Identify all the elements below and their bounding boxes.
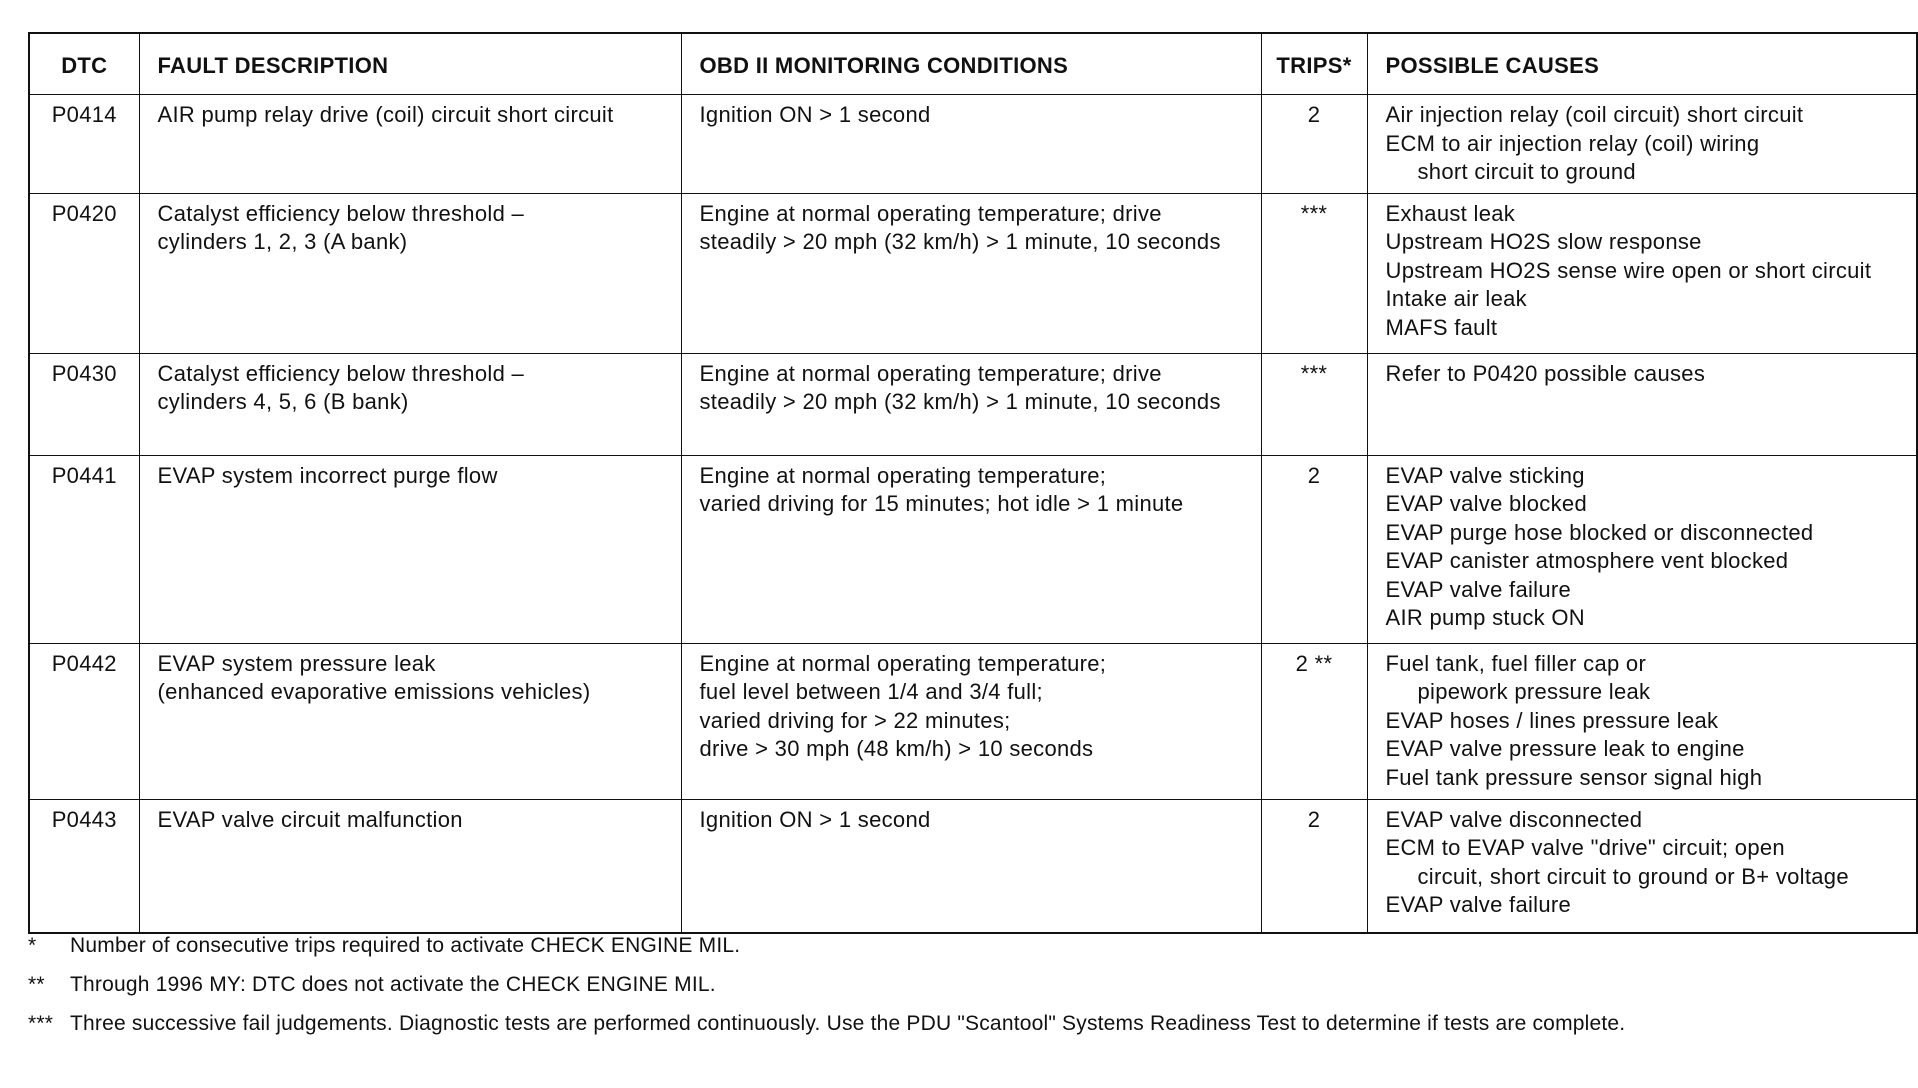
monitoring-conditions [681,95,1261,194]
fault-description [139,193,681,353]
table-body [29,95,1917,934]
trips-count: *** [1261,193,1367,353]
table-row [29,643,1917,799]
possible-cause-line: AIR pump stuck ON [1385,605,1585,630]
footnote [28,971,1908,999]
monitoring-condition-line: drive > 30 mph (48 km/h) > 10 seconds [699,736,1094,761]
possible-cause-line: MAFS fault [1385,314,1498,340]
monitoring-conditions [681,353,1261,455]
monitoring-condition-line: Ignition ON > 1 second [699,102,931,127]
monitoring-condition-line: Engine at normal operating temperature; [699,650,1107,676]
footnote-text: Three successive fail judgements. Diagnostic tests are performed continuously. Use the PDU "Scantool" Systems Readiness Test to determine if tests are complete. [70,1012,1626,1035]
dtc-code: P0441 [29,455,139,643]
dtc-code: P0414 [29,95,139,194]
possible-cause-line: EVAP valve failure [1385,576,1572,602]
possible-cause-line: Air injection relay (coil circuit) short circuit [1385,102,1804,127]
possible-cause-line: Intake air leak [1385,286,1527,311]
header-monitoring-conditions: OBD II MONITORING CONDITIONS [681,33,1261,95]
monitoring-condition-line: Engine at normal operating temperature; [699,462,1107,488]
possible-causes [1367,455,1917,643]
possible-cause-line: Fuel tank pressure sensor signal high [1385,764,1763,790]
possible-cause-line: Refer to P0420 possible causes [1385,360,1706,386]
monitoring-condition-line: Engine at normal operating temperature; drive [699,200,1162,226]
dtc-table-sheet [28,32,1916,934]
footnotes [28,932,1908,1049]
fault-description [139,643,681,799]
monitoring-condition-line: Ignition ON > 1 second [699,806,931,832]
trips-count: 2 ** [1261,643,1367,799]
monitoring-condition-line: fuel level between 1/4 and 3/4 full; [699,679,1043,704]
footnote-mark: *** [28,1012,54,1035]
possible-cause-line: EVAP valve sticking [1385,462,1585,488]
possible-causes [1367,95,1917,194]
dtc-code: P0442 [29,643,139,799]
possible-cause-line: circuit, short circuit to ground or B+ voltage [1417,863,1849,889]
fault-description-line: EVAP system pressure leak [157,650,436,676]
fault-description-line: Catalyst efficiency below threshold – [157,200,525,226]
table-row [29,799,1917,933]
footnote-text: Number of consecutive trips required to activate CHECK ENGINE MIL. [70,934,741,957]
fault-description [139,353,681,455]
fault-description [139,455,681,643]
fault-description-line: cylinders 1, 2, 3 (A bank) [157,229,408,254]
possible-cause-line: EVAP purge hose blocked or disconnected [1385,519,1814,545]
possible-causes [1367,643,1917,799]
fault-description-line: EVAP system incorrect purge flow [157,462,498,488]
header-fault-description: FAULT DESCRIPTION [139,33,681,95]
possible-cause-line: EVAP canister atmosphere vent blocked [1385,548,1789,573]
fault-description [139,799,681,933]
possible-cause-line: EVAP valve failure [1385,892,1572,917]
possible-cause-line: Fuel tank, fuel filler cap or [1385,650,1647,676]
footnote [28,1010,1908,1038]
header-trips: TRIPS* [1261,33,1367,95]
trips-count: 2 [1261,799,1367,933]
header-possible-causes: POSSIBLE CAUSES [1367,33,1917,95]
monitoring-conditions [681,193,1261,353]
monitoring-condition-line: steadily > 20 mph (32 km/h) > 1 minute, 10 seconds [699,389,1221,414]
dtc-table [28,32,1918,934]
possible-cause-line: Exhaust leak [1385,200,1516,226]
fault-description-line: Catalyst efficiency below threshold – [157,360,525,386]
table-row [29,455,1917,643]
possible-causes [1367,353,1917,455]
monitoring-conditions [681,643,1261,799]
possible-cause-line: Upstream HO2S slow response [1385,229,1702,254]
monitoring-condition-line: Engine at normal operating temperature; drive [699,360,1162,386]
possible-causes [1367,193,1917,353]
possible-cause-line: EVAP valve pressure leak to engine [1385,736,1745,761]
possible-cause-line: pipework pressure leak [1417,679,1651,704]
header-dtc: DTC [29,33,139,95]
table-row [29,353,1917,455]
possible-cause-line: EVAP hoses / lines pressure leak [1385,707,1719,733]
trips-count: 2 [1261,95,1367,194]
fault-description-line: cylinders 4, 5, 6 (B bank) [157,389,409,414]
monitoring-conditions [681,799,1261,933]
table-row [29,193,1917,353]
possible-cause-line: ECM to air injection relay (coil) wiring [1385,130,1760,156]
table-row [29,95,1917,194]
possible-cause-line: EVAP valve disconnected [1385,806,1643,832]
fault-description-line: (enhanced evaporative emissions vehicles) [157,679,591,704]
monitoring-condition-line: varied driving for 15 minutes; hot idle > 1 minute [699,491,1184,516]
monitoring-condition-line: steadily > 20 mph (32 km/h) > 1 minute, 10 seconds [699,229,1221,254]
possible-cause-line: EVAP valve blocked [1385,491,1587,516]
footnote-mark: ** [28,973,45,996]
trips-count: *** [1261,353,1367,455]
fault-description-line: EVAP valve circuit malfunction [157,806,463,832]
monitoring-conditions [681,455,1261,643]
dtc-code: P0443 [29,799,139,933]
footnote [28,932,1908,960]
footnote-text: Through 1996 MY: DTC does not activate the CHECK ENGINE MIL. [70,973,716,996]
trips-count: 2 [1261,455,1367,643]
possible-cause-line: Upstream HO2S sense wire open or short circuit [1385,257,1872,283]
table-header-row [29,33,1917,95]
footnote-mark: * [28,934,37,957]
possible-cause-line: ECM to EVAP valve "drive" circuit; open [1385,835,1785,860]
fault-description [139,95,681,194]
dtc-code: P0430 [29,353,139,455]
monitoring-condition-line: varied driving for > 22 minutes; [699,707,1011,733]
dtc-code: P0420 [29,193,139,353]
possible-causes [1367,799,1917,933]
possible-cause-line: short circuit to ground [1417,159,1636,184]
fault-description-line: AIR pump relay drive (coil) circuit short circuit [157,102,614,127]
